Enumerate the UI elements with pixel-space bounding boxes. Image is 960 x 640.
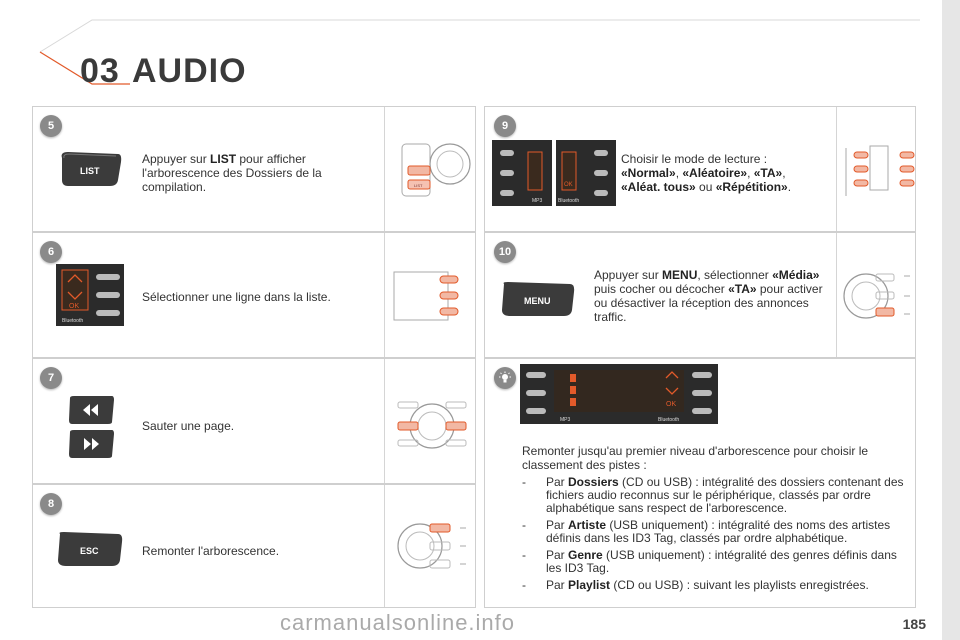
step-5-text: Appuyer sur LIST pour afficher l'arborescence des Dossiers de la compilation. — [142, 152, 322, 194]
svg-text:MP3: MP3 — [532, 198, 543, 204]
tip-intro: Remonter jusqu'au premier niveau d'arborescence pour choisir le classement des pistes : — [522, 444, 869, 472]
step-8-control-thumbnail — [392, 514, 472, 578]
step-10-control-thumbnail — [842, 264, 916, 328]
tip-text — [522, 444, 904, 596]
tip-lightbulb-badge — [494, 367, 516, 389]
step-6-badge: 6 — [40, 241, 62, 263]
step-9-display-screens — [492, 140, 616, 206]
tip-item-genre: - Par Genre (USB uniquement) : intégralité des genres définis dans les ID3 Tag. — [522, 549, 904, 575]
svg-text:OK: OK — [69, 303, 80, 310]
step-7-text: Sauter une page. — [142, 419, 235, 433]
step-8-thumb-divider — [384, 485, 385, 607]
step-8-badge: 8 — [40, 493, 62, 515]
menu-button-label: MENU — [524, 296, 551, 306]
svg-text:OK: OK — [564, 182, 573, 188]
step-7-thumb-divider — [384, 359, 385, 483]
step-9-control-thumbnail — [842, 140, 916, 204]
watermark: carmanualsonline.info — [280, 610, 516, 635]
step-5-control-thumbnail — [396, 138, 472, 202]
step-6-control-thumbnail — [392, 268, 472, 326]
tip-item-playlist: - Par Playlist (CD ou USB) : suivant les playlists enregistrées. — [522, 579, 904, 592]
page-number: 185 — [902, 616, 926, 632]
step-8-text: Remonter l'arborescence. — [142, 544, 280, 558]
tip-item-dossiers: - Par Dossiers (CD ou USB) : intégralité des dossiers contenant des fichiers audio reconnus sur le périphérique, classés par ordre alphabétique sans respect de l'arborescence. — [522, 476, 904, 515]
svg-text:Bluetooth: Bluetooth — [658, 417, 680, 423]
step-6-thumb-divider — [384, 233, 385, 357]
svg-text:OK: OK — [666, 401, 677, 408]
step-5-thumb-divider — [384, 107, 385, 231]
tip-item-artiste: - Par Artiste (USB uniquement) : intégralité des noms des artistes définis dans les ID3 Tag, classés par ordre alphabétique. — [522, 519, 904, 545]
tip-list — [522, 476, 904, 592]
list-button — [58, 150, 124, 188]
step-10-badge: 10 — [494, 241, 516, 263]
page-title: AUDIO — [132, 52, 247, 90]
svg-text:MP3: MP3 — [560, 417, 571, 423]
step-9-text: Choisir le mode de lecture : «Normal», «Aléatoire», «TA», «Aléat. tous» ou «Répétition». — [621, 152, 792, 194]
step-10-thumb-divider — [836, 233, 837, 357]
step-6-text: Sélectionner une ligne dans la liste. — [142, 290, 331, 304]
esc-button — [54, 530, 126, 568]
esc-button-label: ESC — [80, 546, 99, 556]
svg-text:LIST: LIST — [414, 183, 423, 188]
step-7-badge: 7 — [40, 367, 62, 389]
step-5-badge: 5 — [40, 115, 62, 137]
svg-text:Bluetooth: Bluetooth — [558, 198, 580, 204]
lightbulb-icon — [498, 371, 512, 385]
svg-text:Bluetooth: Bluetooth — [62, 318, 84, 324]
tip-display-screen — [520, 364, 718, 424]
step-7-control-thumbnail — [392, 394, 472, 456]
step-10-text: Appuyer sur MENU, sélectionner «Média» puis cocher ou décocher «TA» pour activer ou désactiver la réception des annonces traffic. — [594, 268, 823, 324]
list-button-label: LIST — [80, 166, 100, 176]
previous-page-button — [66, 394, 116, 426]
step-9-badge: 9 — [494, 115, 516, 137]
step-6-display-screen — [56, 264, 124, 326]
next-page-button — [66, 428, 116, 460]
menu-button — [498, 280, 578, 318]
chapter-number: 03 — [80, 52, 120, 90]
page-edge-strip — [942, 0, 960, 640]
step-9-thumb-divider — [836, 107, 837, 231]
